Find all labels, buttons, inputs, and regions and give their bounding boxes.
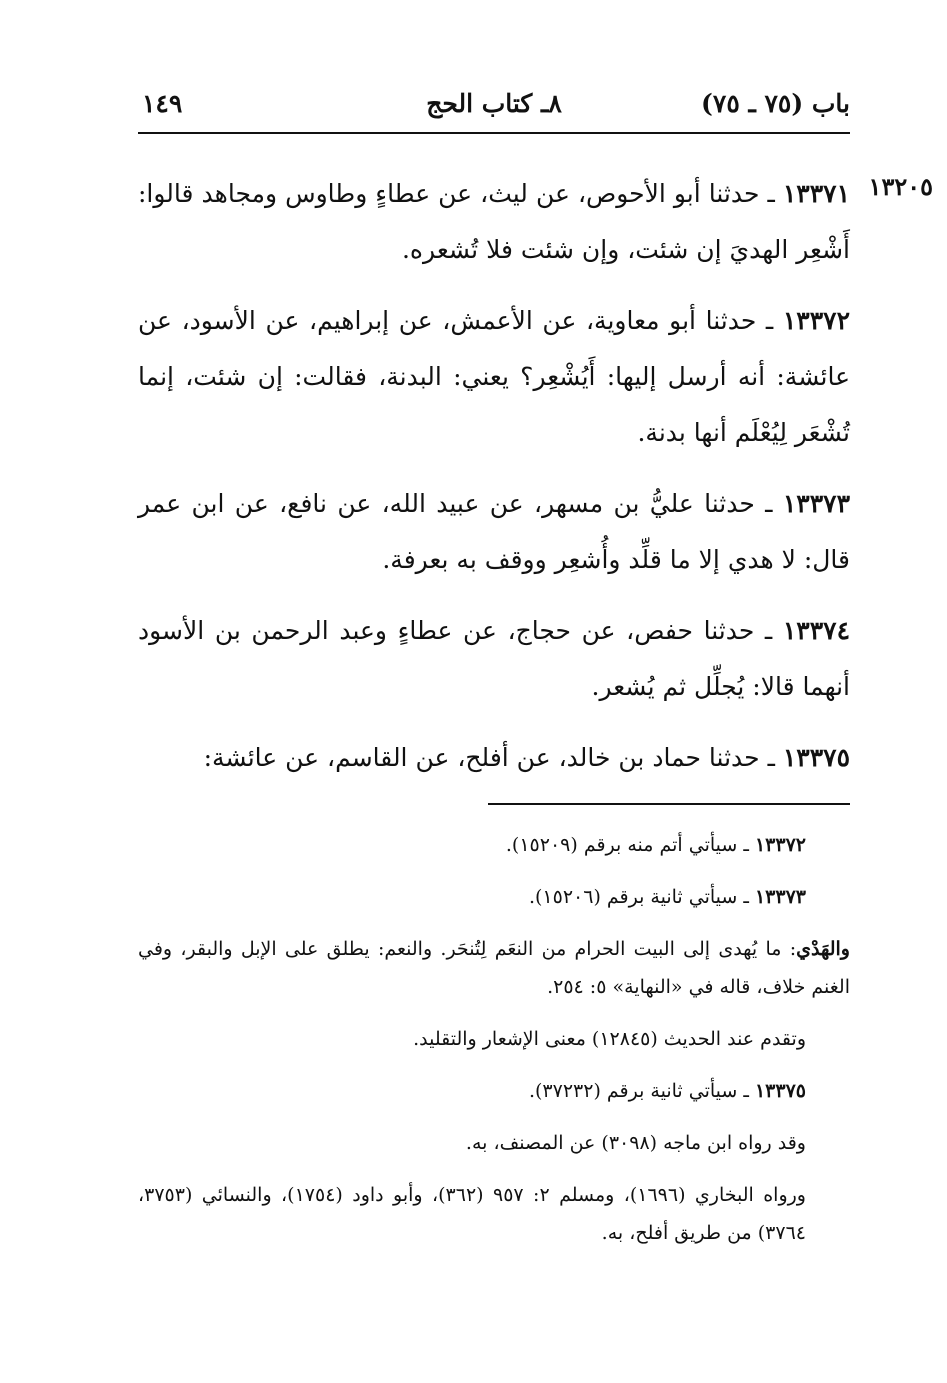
hadith-text: ـ حدثنا حماد بن خالد، عن أفلح، عن القاسم، عن عائشة: bbox=[203, 743, 783, 772]
footnote-text: ـ سيأتي ثانية برقم (١٥٢٠٦). bbox=[528, 886, 755, 908]
page-number: ١٤٩ bbox=[142, 89, 183, 118]
chapter-title: باب (٧٥ ـ ٧٥) bbox=[701, 89, 850, 118]
hadith-paragraph bbox=[138, 603, 850, 715]
book-title: ٨ـ كتاب الحج bbox=[426, 89, 562, 118]
footnote bbox=[138, 1176, 850, 1252]
hadith-number: ١٣٣٧٢ bbox=[782, 306, 850, 335]
header-divider bbox=[138, 132, 850, 134]
footnote-lead: والهَدْي bbox=[796, 938, 850, 960]
hadith-text: ـ حدثنا أبو الأحوص، عن ليث، عن عطاءٍ وطاوس ومجاهد قالوا: أَشْعِر الهديَ إن شئت، وإن شئت فلا تُشعره. bbox=[138, 179, 850, 264]
margin-reference-number: ١٣٢٠٥ bbox=[868, 172, 933, 201]
footnote-text: وتقدم عند الحديث (١٢٨٤٥) معنى الإشعار والتقليد. bbox=[413, 1028, 806, 1050]
hadith-paragraph bbox=[138, 166, 850, 278]
page-header bbox=[138, 86, 850, 126]
footnote-lead: ١٣٣٧٣ bbox=[754, 886, 806, 908]
footnotes bbox=[138, 826, 850, 1266]
footnote bbox=[138, 878, 850, 916]
footnote-text: ـ سيأتي ثانية برقم (٣٧٢٣٢). bbox=[528, 1080, 755, 1102]
hadith-paragraph bbox=[138, 293, 850, 461]
footnote-divider bbox=[488, 803, 850, 805]
footnote bbox=[138, 1124, 850, 1162]
footnote-text: : ما يُهدى إلى البيت الحرام من النعَم لِتُنحَر. والنعم: يطلق على الإبل والبقر، وفي الغنم خلاف، قاله في «النهاية» ٥: ٢٥٤. bbox=[138, 938, 850, 998]
main-text bbox=[138, 166, 850, 801]
hadith-paragraph bbox=[138, 730, 850, 786]
hadith-number: ١٣٣٧٣ bbox=[782, 489, 850, 518]
hadith-paragraph bbox=[138, 476, 850, 588]
hadith-text: ـ حدثنا أبو معاوية، عن الأعمش، عن إبراهيم، عن الأسود، عن عائشة: أنه أرسل إليها: أَيُشْعِر؟ يعني: البدنة، فقالت: إن شئت، إنما تُشْعَر لِيُعْلَم أنها بدنة. bbox=[138, 306, 850, 447]
hadith-number: ١٣٣٧٤ bbox=[782, 616, 850, 645]
footnote-text: ـ سيأتي أتم منه برقم (١٥٢٠٩). bbox=[505, 834, 755, 856]
footnote-text: ورواه البخاري (١٦٩٦)، ومسلم ٢: ٩٥٧ (٣٦٢)، وأبو داود (١٧٥٤)، والنسائي (٣٧٥٣، ٣٧٦٤) من طريق أفلح، به. bbox=[138, 1184, 806, 1244]
hadith-text: ـ حدثنا عليُّ بن مسهر، عن عبيد الله، عن نافع، عن ابن عمر قال: لا هدي إلا ما قلِّد وأُشعِر ووقف به بعرفة. bbox=[138, 489, 850, 574]
footnote bbox=[138, 1072, 850, 1110]
footnote-lead: ١٣٣٧٢ bbox=[754, 834, 806, 856]
footnote bbox=[138, 930, 850, 1006]
footnote-text: وقد رواه ابن ماجه (٣٠٩٨) عن المصنف، به. bbox=[465, 1132, 806, 1154]
hadith-number: ١٣٣٧١ bbox=[782, 179, 850, 208]
hadith-number: ١٣٣٧٥ bbox=[782, 743, 850, 772]
hadith-text: ـ حدثنا حفص، عن حجاج، عن عطاءٍ وعبد الرحمن بن الأسود أنهما قالا: يُجلِّل ثم يُشعر. bbox=[138, 616, 850, 701]
footnote bbox=[138, 1020, 850, 1058]
footnote bbox=[138, 826, 850, 864]
footnote-lead: ١٣٣٧٥ bbox=[754, 1080, 806, 1102]
